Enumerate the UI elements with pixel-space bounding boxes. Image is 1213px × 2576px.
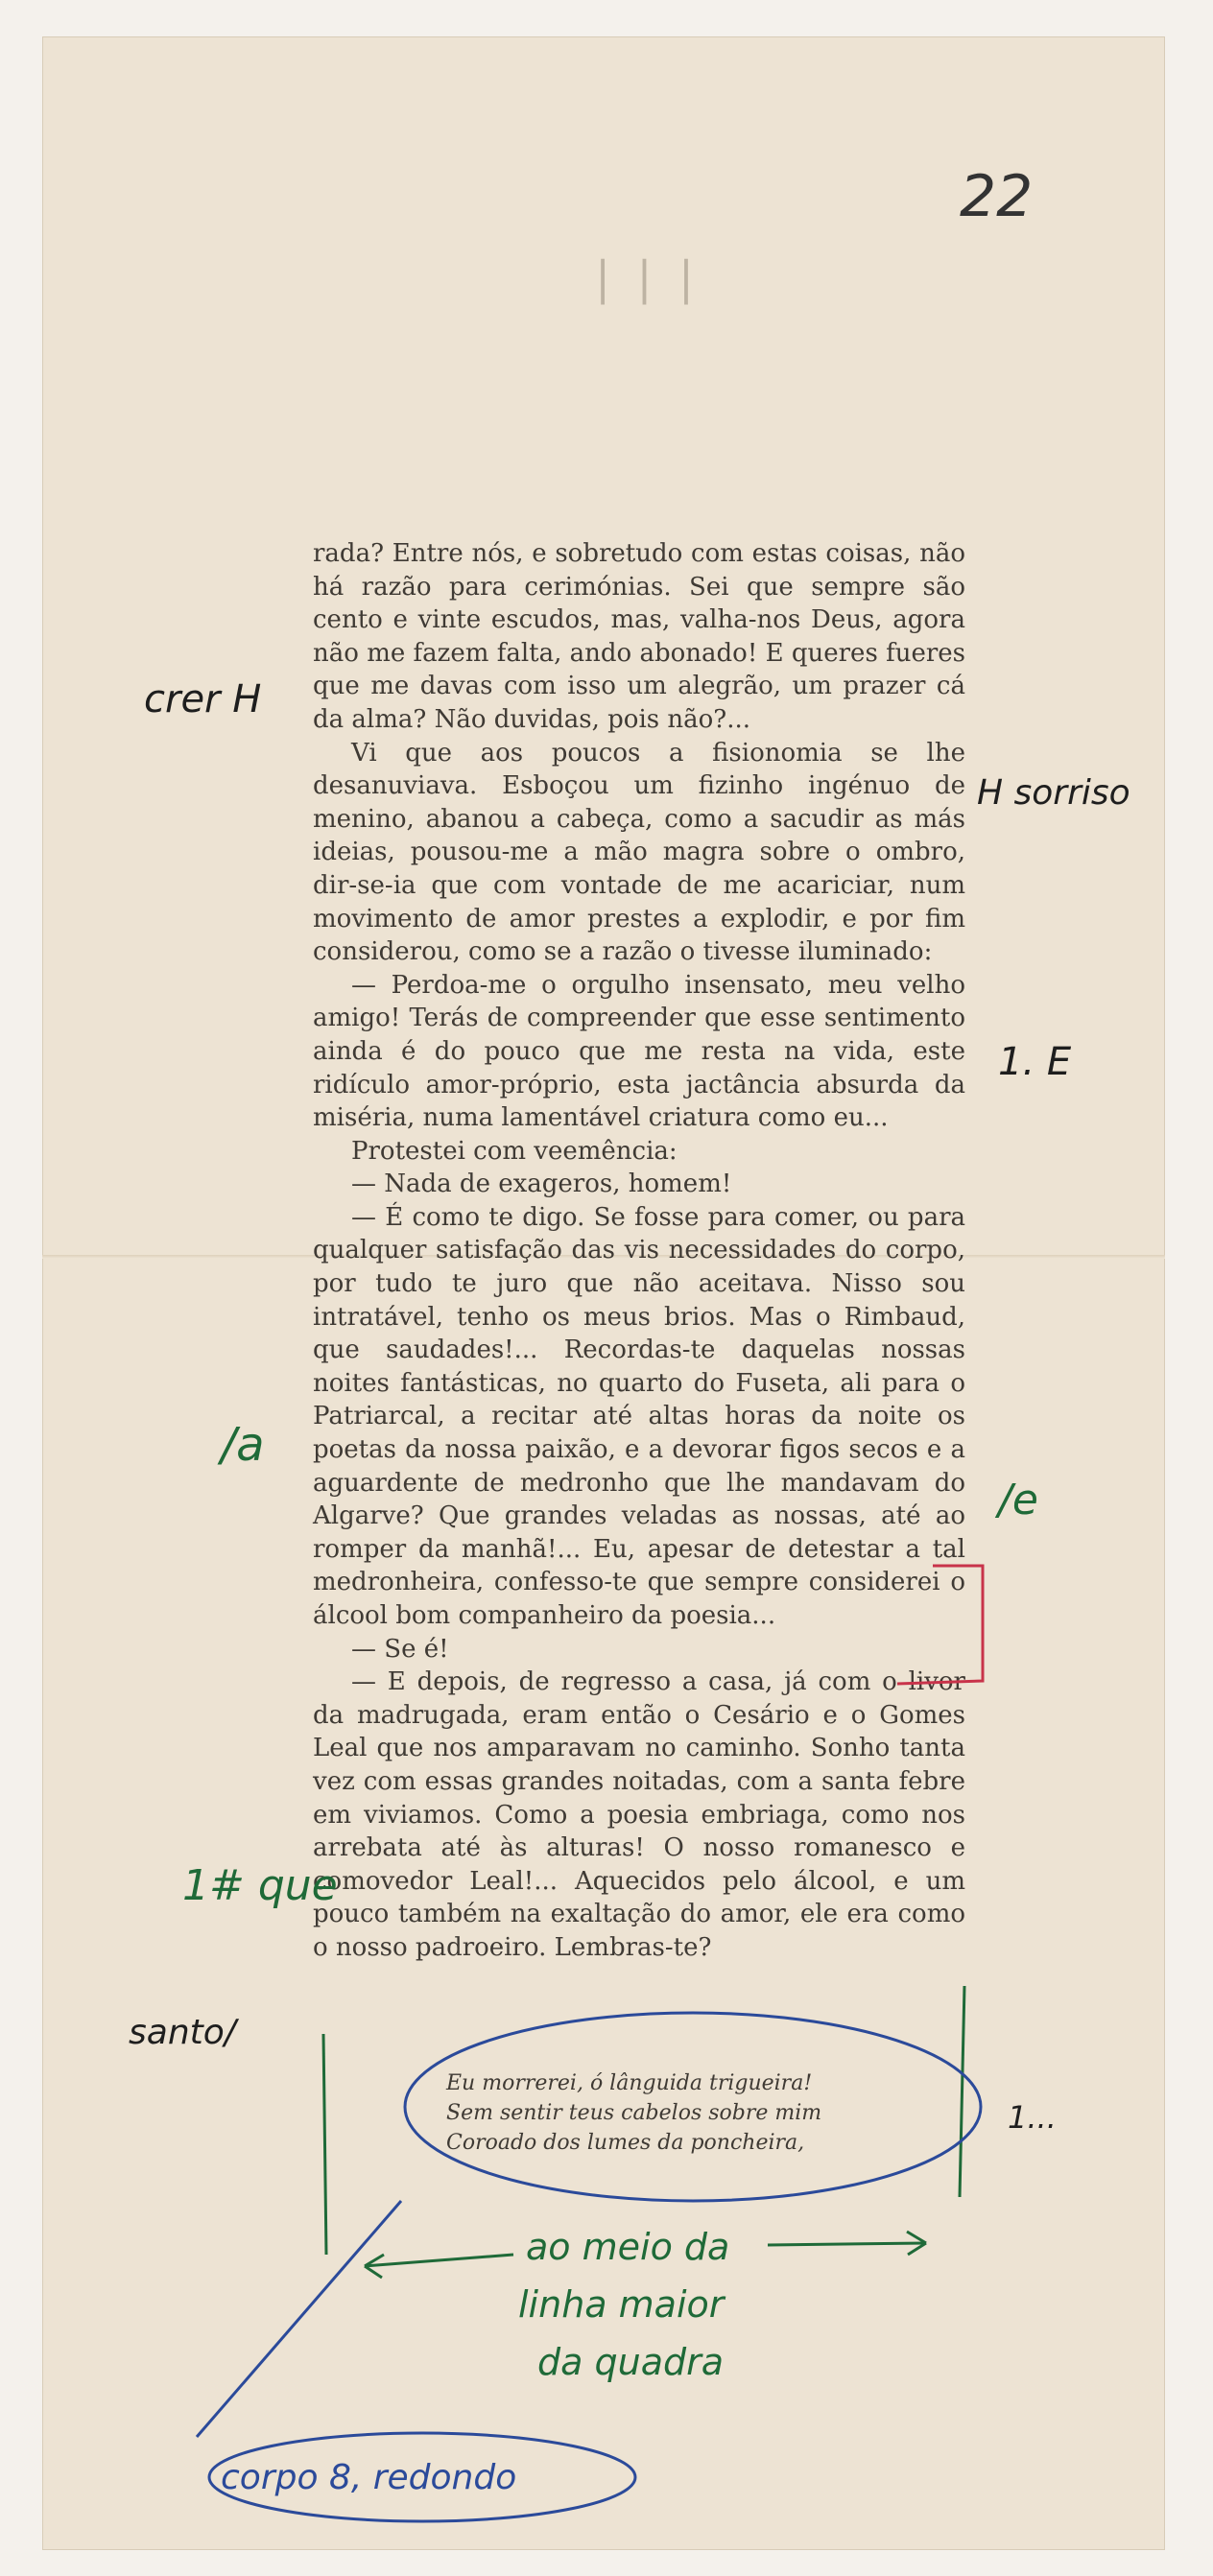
- paragraph: Protestei com veemência:: [351, 1136, 678, 1166]
- note-santo: santo/: [129, 2013, 236, 2052]
- paragraph: — Se é!: [351, 1634, 449, 1664]
- page-number: 22: [960, 163, 1034, 230]
- note-crer: crer H: [144, 677, 262, 721]
- note-dots: 1...: [1008, 2099, 1057, 2136]
- blue-pointer-line: [197, 2201, 401, 2437]
- note-que: 1# que: [182, 1861, 338, 1910]
- green-arrow-right: [768, 2243, 926, 2245]
- note-a: /a: [221, 1418, 265, 1472]
- verse-line: Eu morrerei, ó lânguida trigueira!: [446, 2071, 813, 2095]
- note-linha-maior: linha maior: [518, 2283, 725, 2326]
- note-ao-meio: ao meio da: [526, 2226, 730, 2268]
- paragraph: — Perdoa-me o orgulho insensato, meu velho amigo! Terás de compreender que esse sentimento ainda é do pouco que me resta na vida, este ridículo amor-próprio, esta jactância absurda da miséria, numa lamentável criatura como eu...: [313, 970, 965, 1133]
- red-bracket: [897, 1566, 983, 1684]
- paragraph: rada? Entre nós, e sobretudo com estas coisas, não há razão para cerimónias. Sei que sempre são cento e vinte escudos, mas, valha-nos Deus, agora não me fazem falta, ando abonado! E queres fueres que me davas com isso um alegrão, um prazer cá da alma? Não duvidas, pois não?...: [313, 539, 965, 734]
- note-e-lower: /e: [998, 1476, 1038, 1524]
- green-bar-right: [960, 1986, 964, 2197]
- note-corpo: corpo 8, redondo: [221, 2458, 517, 2497]
- paragraph: — Nada de exageros, homem!: [351, 1170, 732, 1199]
- green-arrow-left: [365, 2255, 513, 2266]
- green-bar-left: [323, 2034, 326, 2255]
- paragraph: Vi que aos poucos a fisionomia se lhe desanuviava. Esboçou um fizinho ingénuo de menino, abanou a cabeça, como a sacudir as más ideias, pousou-me a mão magra sobre o ombro, dir-se-ia que com vontade de me acariciar, num movimento de amor prestes a explodir, e por fim considerou, como se a razão o tivesse iluminado:: [313, 738, 965, 967]
- blue-verse-ellipse: [405, 2013, 981, 2201]
- verse-line: Coroado dos lumes da poncheira,: [446, 2131, 805, 2155]
- verse-line: Sem sentir teus cabelos sobre mim: [446, 2101, 822, 2125]
- note-sorriso: H sorriso: [977, 773, 1130, 813]
- faint-marks: | | |: [595, 251, 701, 305]
- blue-bottom-ellipse: [209, 2433, 635, 2521]
- note-e-upper: 1. E: [998, 1040, 1072, 1084]
- note-da-quadra: da quadra: [537, 2341, 725, 2383]
- paragraph: — E depois, de regresso a casa, já com o livor da madrugada, eram então o Cesário e o Gomes Leal que nos amparavam no caminho. Sonho tanta vez com essas grandes noitadas, com a santa febre em viviamos. Como a poesia embriaga, como nos arrebata até às alturas! O nosso romanesco e comovedor Leal!... Aquecidos pelo álcool, e um pouco também na exaltação do amor, ele era como o nosso padroeiro. Lembras-te?: [313, 1667, 965, 1962]
- paragraph: — É como te digo. Se fosse para comer, ou para qualquer satisfação das vis necessidades do corpo, por tudo te juro que não aceitava. Nisso sou intratável, tenho os meus brios. Mas o Rimbaud, que saudades!... Recordas-te daquelas nossas noites fantásticas, no quarto do Fuseta, ali para o Patriarcal, a recitar até altas horas da noite os poetas da nossa paixão, e a devorar figos secos e a aguardente de medronho que lhe mandavam do Algarve? Que grandes veladas as nossas, até ao romper da manhã!... Eu, apesar de detestar a tal medronheira, confesso-te que sempre considerei o álcool bom companheiro da poesia...: [313, 1202, 965, 1630]
